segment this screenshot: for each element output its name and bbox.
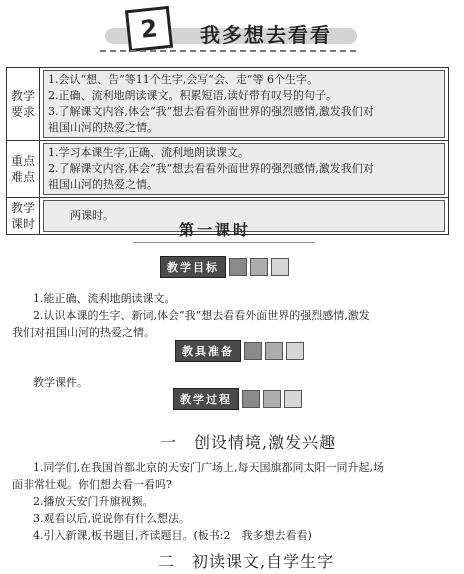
- step-heading: 二 初读课文,自学生字: [158, 552, 335, 571]
- row-line: 1.学习本课生字,正确、流利地朗读课文。: [48, 146, 249, 159]
- process-banner: [173, 388, 302, 410]
- table-row-requirements: [7, 68, 448, 141]
- title-divider: [100, 50, 356, 52]
- goal-line: 我们对祖国山河的热爱之情。: [12, 326, 155, 339]
- banner-square: [271, 258, 289, 276]
- row-label: 重点难点: [7, 141, 40, 197]
- step-heading: 一 创设情境,激发兴趣: [160, 433, 337, 452]
- tools-banner: [175, 340, 304, 362]
- row-content: [43, 70, 445, 138]
- banner-square: [263, 390, 281, 408]
- row-line: 3.了解课文内容,体会“我”想去看看外面世界的强烈感情,激发我们对: [48, 105, 374, 118]
- row-line: 祖国山河的热爱之情。: [48, 178, 158, 191]
- step-line: 4.引入新课,板书题目,齐读题目。(板书:2 我多想去看看): [33, 529, 312, 542]
- lesson-number-box: [125, 6, 173, 52]
- banner-square: [229, 258, 247, 276]
- goal-line: 1.能正确、流利地朗读课文。: [33, 292, 176, 305]
- banner-square: [242, 390, 260, 408]
- row-label: 教学课时: [7, 198, 40, 234]
- table-row-key-points: [7, 141, 448, 198]
- row-label: 教学要求: [7, 68, 40, 140]
- banner-square: [244, 342, 262, 360]
- banner-square: [250, 258, 268, 276]
- step-line: 面非常壮观。你们想去看一看吗?: [12, 478, 172, 491]
- section-title: 第一课时: [179, 221, 252, 239]
- row-line: 两课时。: [70, 209, 114, 222]
- info-table: [6, 67, 449, 235]
- banner-square: [284, 390, 302, 408]
- section-underline: [134, 242, 314, 243]
- row-line: 2.了解课文内容,体会“我”想去看看外面世界的强烈感情,激发我们对: [48, 162, 374, 175]
- row-content: [43, 143, 445, 195]
- row-line: 2.正确、流利地朗读课文。积累短语,读好带有叹号的句子。: [48, 89, 337, 102]
- step-line: 1.同学们,在我国首都北京的天安门广场上,每天国旗都同太阳一同升起,场: [33, 461, 384, 474]
- banner-label: 教具准备: [175, 340, 241, 362]
- lesson-title: 我多想去看看: [200, 23, 332, 47]
- banner-square: [265, 342, 283, 360]
- row-line: 祖国山河的热爱之情。: [48, 121, 158, 134]
- banner-label: 教学过程: [173, 388, 239, 410]
- lesson-number: 2: [139, 14, 159, 44]
- goal-line: 2.认识本课的生字、新词,体会“我”想去看看外面世界的强烈感情,激发: [33, 309, 370, 322]
- row-line: 1.会认“想、告”等11个生字,会写“会、走”等 6个生字。: [48, 73, 318, 86]
- step-line: 3.观看以后,说说你有什么想法。: [33, 512, 190, 525]
- banner-label: 教学目标: [160, 256, 226, 278]
- goals-banner: [160, 256, 289, 278]
- step-line: 2.播放天安门升旗视频。: [33, 495, 154, 508]
- tools-text: 教学课件。: [33, 376, 88, 389]
- banner-square: [286, 342, 304, 360]
